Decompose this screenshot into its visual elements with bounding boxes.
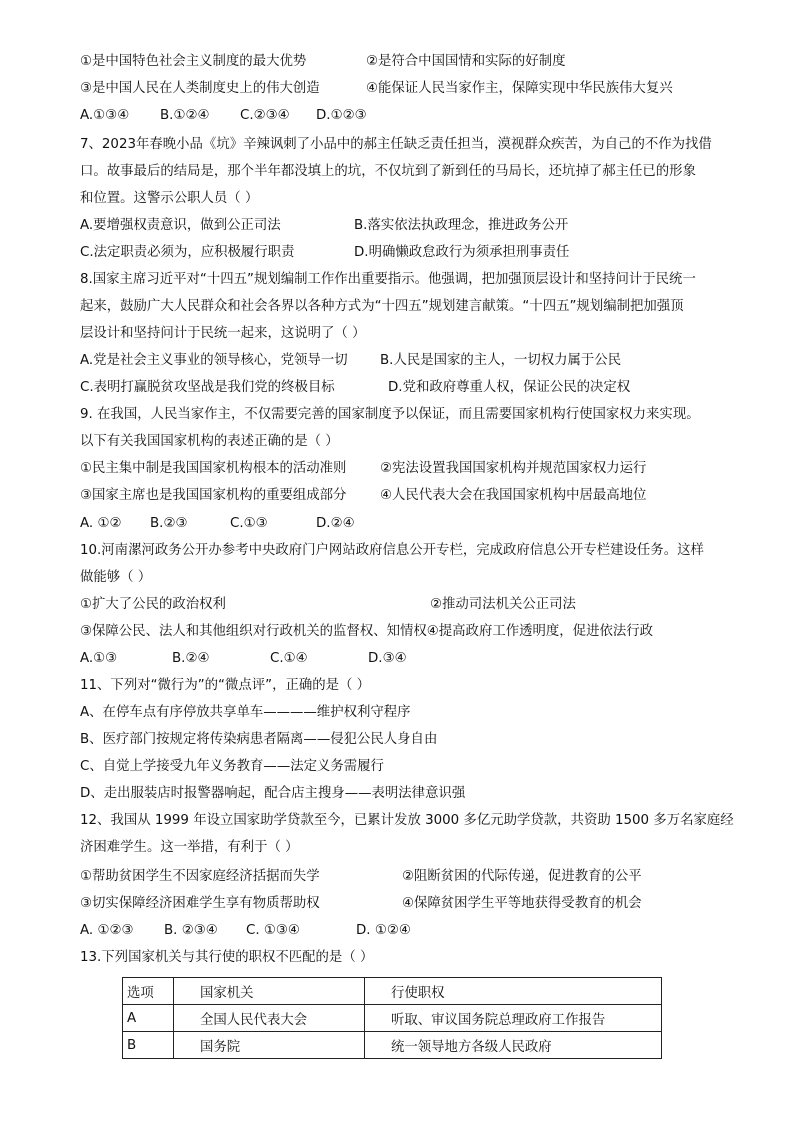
q8-stem-line-1: 8.国家主席习近平对“十四五”规划编制工作作出重要指示。他强调，把加强顶层设计和坚持问计于民统一 bbox=[80, 272, 696, 287]
q8-option-a: A.党是社会主义事业的领导核心，党领导一切 bbox=[80, 353, 348, 368]
q9-choice-d: D.②④ bbox=[316, 516, 355, 531]
q11-option-a: A、在停车点有序停放共享单车————维护权利守程序 bbox=[80, 705, 411, 720]
q7-option-b: B.落实依法执政理念，推进政务公开 bbox=[354, 218, 569, 233]
q9-option-4: ④人民代表大会在我国国家机构中居最高地位 bbox=[380, 488, 647, 503]
row-b-organ: 国务院 bbox=[174, 1032, 365, 1059]
table-row bbox=[123, 1032, 662, 1059]
row-b-option: B bbox=[123, 1032, 174, 1059]
q12-option-3: ③切实保障经济困难学生享有物质帮助权 bbox=[80, 896, 320, 911]
table-row bbox=[123, 1005, 662, 1032]
q12-choice-a: A. ①②③ bbox=[80, 923, 134, 938]
q13-stem: 13.下列国家机关与其行使的职权不匹配的是（ ） bbox=[80, 950, 374, 965]
q9-choice-c: C.①③ bbox=[230, 516, 268, 531]
q10-choice-a: A.①③ bbox=[80, 651, 118, 666]
row-a-option: A bbox=[123, 1005, 174, 1032]
q6-choice-b: B.①②④ bbox=[160, 108, 210, 123]
q6-choice-c: C.②③④ bbox=[240, 108, 290, 123]
q12-choice-b: B. ②③④ bbox=[164, 923, 218, 938]
q10-choice-c: C.①④ bbox=[270, 651, 308, 666]
q12-option-2: ②阻断贫困的代际传递，促进教育的公平 bbox=[402, 869, 642, 884]
q12-choice-c: C. ①③④ bbox=[246, 923, 300, 938]
q7-stem-line-1: 7、2023年春晚小品《坑》辛辣讽刺了小品中的郝主任缺乏责任担当，漠视群众疾苦，为自己的不作为找借 bbox=[80, 137, 712, 152]
row-b-power: 统一领导地方各级人民政府 bbox=[365, 1032, 662, 1059]
q10-choice-b: B.②④ bbox=[172, 651, 210, 666]
q12-choice-d: D. ①②④ bbox=[356, 923, 411, 938]
q11-stem: 11、下列对“微行为”的“微点评”，正确的是（ ） bbox=[80, 678, 371, 693]
q6-option-3: ③是中国人民在人类制度史上的伟大创造 bbox=[80, 81, 320, 96]
q8-stem-line-2: 起来，鼓励广大人民群众和社会各界以各种方式为“十四五”规划建言献策。“十四五”规划编制把加强顶 bbox=[80, 299, 684, 314]
q12-option-4: ④保障贫困学生平等地获得受教育的机会 bbox=[402, 896, 642, 911]
header-power: 行使职权 bbox=[365, 978, 662, 1005]
q6-option-4: ④能保证人民当家作主，保障实现中华民族伟大复兴 bbox=[366, 81, 673, 96]
q9-choice-b: B.②③ bbox=[150, 516, 188, 531]
q6-option-1: ①是中国特色社会主义制度的最大优势 bbox=[80, 54, 307, 69]
q12-option-1: ①帮助贫困学生不因家庭经济括据而失学 bbox=[80, 869, 320, 884]
q6-choice-d: D.①②③ bbox=[316, 108, 367, 123]
table-header-row bbox=[123, 978, 662, 1005]
q9-stem-line-2: 以下有关我国国家机构的表述正确的是（ ） bbox=[80, 434, 339, 449]
q8-option-c: C.表明打赢脱贫攻坚战是我们党的终极目标 bbox=[80, 380, 335, 395]
q7-option-d: D.明确懒政怠政行为须承担刑事责任 bbox=[354, 245, 570, 260]
q11-option-b: B、医疗部门按规定将传染病患者隔离——侵犯公民人身自由 bbox=[80, 732, 438, 747]
row-a-organ: 全国人民代表大会 bbox=[174, 1005, 365, 1032]
q8-stem-line-3: 层设计和坚持问计于民统一起来，这说明了（ ） bbox=[80, 326, 366, 341]
q6-option-2: ②是符合中国国情和实际的好制度 bbox=[366, 54, 566, 69]
header-option: 选项 bbox=[123, 978, 174, 1005]
q10-option-3-4: ③保障公民、法人和其他组织对行政机关的监督权、知情权④提高政府工作透明度，促进依法行政 bbox=[80, 624, 654, 639]
q7-stem-line-3: 和位置。这警示公职人员（ ） bbox=[80, 191, 259, 206]
q9-option-1: ①民主集中制是我国国家机构根本的活动准则 bbox=[80, 461, 347, 476]
header-organ: 国家机关 bbox=[174, 978, 365, 1005]
q11-option-c: C、自觉上学接受九年义务教育——法定义务需履行 bbox=[80, 759, 384, 774]
row-a-power: 听取、审议国务院总理政府工作报告 bbox=[365, 1005, 662, 1032]
q10-option-1: ①扩大了公民的政治权利 bbox=[80, 597, 226, 612]
q7-stem-line-2: 口。故事最后的结局是，那个半年都没填上的坑，不仅坑到了新到任的马局长，还坑掉了郝主任已的形象 bbox=[80, 164, 696, 179]
q8-option-b: B.人民是国家的主人，一切权力属于公民 bbox=[380, 353, 622, 368]
q9-stem-line-1: 9. 在我国，人民当家作主，不仅需要完善的国家制度予以保证，而且需要国家机构行使国家权力来实现。 bbox=[80, 407, 700, 422]
q7-option-a: A.要增强权责意识，做到公正司法 bbox=[80, 218, 281, 233]
q10-option-2: ②推动司法机关公正司法 bbox=[430, 597, 576, 612]
q11-option-d: D、走出服装店时报警器响起，配合店主搜身——表明法律意识强 bbox=[80, 786, 466, 801]
q10-stem-line-2: 做能够（ ） bbox=[80, 570, 152, 585]
q13-table bbox=[122, 977, 662, 1059]
q12-stem-line-1: 12、我国从 1999 年设立国家助学贷款至今，已累计发放 3000 多亿元助学贷款，共资助 1500 多万名家庭经 bbox=[80, 813, 734, 828]
q9-choice-a: A. ①② bbox=[80, 516, 122, 531]
q7-option-c: C.法定职责必须为，应积极履行职责 bbox=[80, 245, 295, 260]
q10-choice-d: D.③④ bbox=[368, 651, 407, 666]
q6-choice-a: A.①③④ bbox=[80, 108, 130, 123]
q10-stem-line-1: 10.河南漯河政务公开办参考中央政府门户网站政府信息公开专栏，完成政府信息公开专栏建设任务。这样 bbox=[80, 543, 704, 558]
q9-option-3: ③国家主席也是我国国家机构的重要组成部分 bbox=[80, 488, 347, 503]
q12-stem-line-2: 济困难学生。这一举措，有利于（ ） bbox=[80, 840, 299, 855]
q9-option-2: ②宪法设置我国国家机构并规范国家权力运行 bbox=[380, 461, 647, 476]
q8-option-d: D.党和政府尊重人权，保证公民的决定权 bbox=[388, 380, 631, 395]
